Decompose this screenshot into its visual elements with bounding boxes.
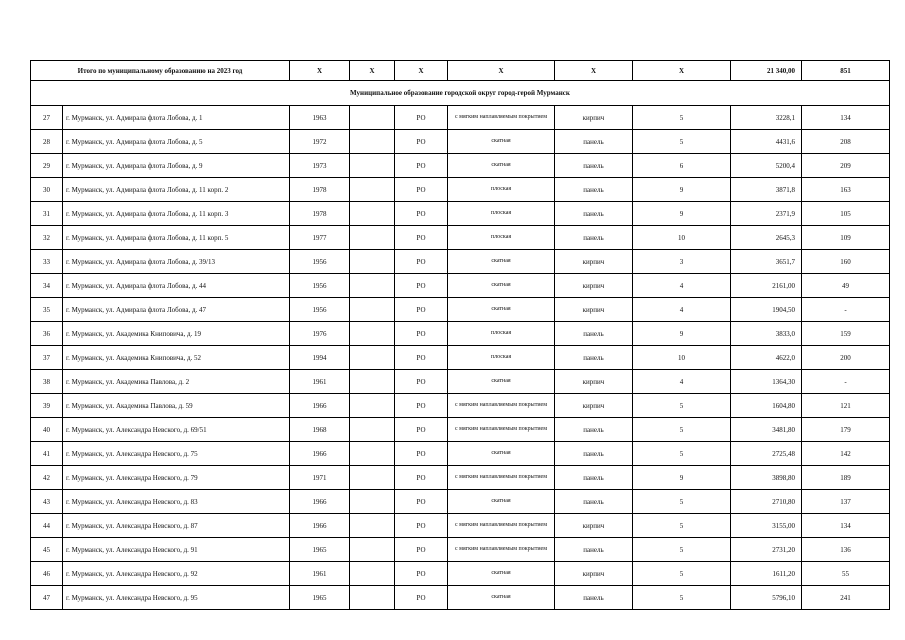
table-row [31, 298, 890, 322]
row-floors: 5 [633, 538, 731, 562]
total-floors: Х [633, 61, 731, 81]
row-floors: 9 [633, 178, 731, 202]
row-roof-type: скатная [448, 298, 555, 322]
row-year: 1956 [290, 250, 350, 274]
row-fund: РО [395, 226, 448, 250]
row-residents: 179 [802, 418, 890, 442]
row-year: 1994 [290, 346, 350, 370]
row-roof-type: плоская [448, 322, 555, 346]
table-row [31, 586, 890, 610]
row-address: г. Мурманск, ул. Александра Невского, д. 75 [63, 442, 290, 466]
row-fund: РО [395, 298, 448, 322]
row-extra [350, 274, 395, 298]
row-area: 3833,0 [731, 322, 802, 346]
table-row [31, 370, 890, 394]
row-residents: 49 [802, 274, 890, 298]
row-floors: 5 [633, 394, 731, 418]
row-extra [350, 538, 395, 562]
row-residents: 163 [802, 178, 890, 202]
row-wall-material: кирпич [555, 106, 633, 130]
row-year: 1971 [290, 466, 350, 490]
row-wall-material: панель [555, 322, 633, 346]
row-floors: 5 [633, 586, 731, 610]
row-wall-material: панель [555, 466, 633, 490]
row-address: г. Мурманск, ул. Александра Невского, д. 92 [63, 562, 290, 586]
row-residents: 136 [802, 538, 890, 562]
row-fund: РО [395, 130, 448, 154]
row-year: 1972 [290, 130, 350, 154]
row-area: 2371,9 [731, 202, 802, 226]
row-address: г. Мурманск, ул. Александра Невского, д. 83 [63, 490, 290, 514]
row-year: 1966 [290, 442, 350, 466]
row-area: 2731,20 [731, 538, 802, 562]
row-residents: 159 [802, 322, 890, 346]
row-residents: 241 [802, 586, 890, 610]
table-row [31, 106, 890, 130]
row-area: 3871,8 [731, 178, 802, 202]
table-row [31, 514, 890, 538]
row-area: 2645,3 [731, 226, 802, 250]
row-year: 1978 [290, 202, 350, 226]
row-floors: 5 [633, 562, 731, 586]
row-extra [350, 394, 395, 418]
row-wall-material: панель [555, 178, 633, 202]
row-address: г. Мурманск, ул. Академика Павлова, д. 59 [63, 394, 290, 418]
row-fund: РО [395, 562, 448, 586]
row-year: 1966 [290, 514, 350, 538]
row-extra [350, 346, 395, 370]
row-floors: 10 [633, 346, 731, 370]
row-residents: - [802, 370, 890, 394]
total-area: 21 340,00 [731, 61, 802, 81]
row-area: 3228,1 [731, 106, 802, 130]
row-residents: 189 [802, 466, 890, 490]
row-address: г. Мурманск, ул. Адмирала флота Лобова, д. 44 [63, 274, 290, 298]
row-extra [350, 514, 395, 538]
row-area: 4622,0 [731, 346, 802, 370]
row-wall-material: кирпич [555, 274, 633, 298]
table-row [31, 226, 890, 250]
row-extra [350, 562, 395, 586]
row-floors: 5 [633, 442, 731, 466]
row-extra [350, 466, 395, 490]
row-area: 1904,50 [731, 298, 802, 322]
row-wall-material: кирпич [555, 514, 633, 538]
row-fund: РО [395, 178, 448, 202]
row-roof-type: с мягким наплавляемым покрытием [448, 514, 555, 538]
row-number: 41 [31, 442, 63, 466]
row-wall-material: панель [555, 130, 633, 154]
row-number: 43 [31, 490, 63, 514]
row-number: 40 [31, 418, 63, 442]
row-number: 45 [31, 538, 63, 562]
row-floors: 3 [633, 250, 731, 274]
row-fund: РО [395, 538, 448, 562]
row-residents: - [802, 298, 890, 322]
row-residents: 134 [802, 106, 890, 130]
row-year: 1966 [290, 394, 350, 418]
section-title: Муниципальное образование городской округ город-герой Мурманск [31, 81, 890, 106]
row-wall-material: панель [555, 538, 633, 562]
row-address: г. Мурманск, ул. Александра Невского, д. 95 [63, 586, 290, 610]
table-row [31, 538, 890, 562]
row-year: 1973 [290, 154, 350, 178]
table-row [31, 154, 890, 178]
row-residents: 109 [802, 226, 890, 250]
row-floors: 5 [633, 490, 731, 514]
row-fund: РО [395, 202, 448, 226]
row-area: 3481,80 [731, 418, 802, 442]
total-label: Итого по муниципальному образованию на 2023 год [31, 61, 290, 81]
row-fund: РО [395, 586, 448, 610]
row-year: 1956 [290, 298, 350, 322]
row-roof-type: с мягким наплавляемым покрытием [448, 106, 555, 130]
row-address: г. Мурманск, ул. Адмирала флота Лобова, д. 39/13 [63, 250, 290, 274]
row-fund: РО [395, 418, 448, 442]
row-wall-material: панель [555, 226, 633, 250]
row-year: 1956 [290, 274, 350, 298]
row-number: 46 [31, 562, 63, 586]
row-area: 3155,00 [731, 514, 802, 538]
row-roof-type: плоская [448, 226, 555, 250]
row-roof-type: плоская [448, 178, 555, 202]
row-extra [350, 178, 395, 202]
row-floors: 9 [633, 322, 731, 346]
row-extra [350, 154, 395, 178]
row-address: г. Мурманск, ул. Александра Невского, д. 91 [63, 538, 290, 562]
row-roof-type: скатная [448, 274, 555, 298]
row-fund: РО [395, 370, 448, 394]
row-floors: 5 [633, 514, 731, 538]
row-wall-material: панель [555, 586, 633, 610]
total-roof: Х [448, 61, 555, 81]
table-row [31, 130, 890, 154]
row-fund: РО [395, 490, 448, 514]
row-number: 29 [31, 154, 63, 178]
row-wall-material: панель [555, 202, 633, 226]
table-row [31, 346, 890, 370]
row-wall-material: панель [555, 490, 633, 514]
row-roof-type: скатная [448, 562, 555, 586]
row-number: 42 [31, 466, 63, 490]
table-row [31, 418, 890, 442]
row-extra [350, 298, 395, 322]
row-fund: РО [395, 322, 448, 346]
row-roof-type: скатная [448, 490, 555, 514]
row-wall-material: кирпич [555, 562, 633, 586]
table-row [31, 250, 890, 274]
row-wall-material: кирпич [555, 394, 633, 418]
row-residents: 137 [802, 490, 890, 514]
row-number: 44 [31, 514, 63, 538]
table-row [31, 442, 890, 466]
row-roof-type: с мягким наплавляемым покрытием [448, 418, 555, 442]
row-area: 4431,6 [731, 130, 802, 154]
row-number: 27 [31, 106, 63, 130]
row-roof-type: скатная [448, 442, 555, 466]
row-year: 1977 [290, 226, 350, 250]
row-extra [350, 322, 395, 346]
row-number: 30 [31, 178, 63, 202]
row-number: 32 [31, 226, 63, 250]
row-residents: 209 [802, 154, 890, 178]
row-roof-type: скатная [448, 250, 555, 274]
row-roof-type: с мягким наплавляемым покрытием [448, 466, 555, 490]
row-extra [350, 490, 395, 514]
row-floors: 4 [633, 298, 731, 322]
row-roof-type: скатная [448, 154, 555, 178]
row-area: 2161,00 [731, 274, 802, 298]
row-residents: 142 [802, 442, 890, 466]
row-residents: 134 [802, 514, 890, 538]
row-area: 3898,80 [731, 466, 802, 490]
row-extra [350, 130, 395, 154]
total-extra: Х [350, 61, 395, 81]
row-address: г. Мурманск, ул. Адмирала флота Лобова, д. 11 корп. 3 [63, 202, 290, 226]
row-roof-type: скатная [448, 586, 555, 610]
row-wall-material: панель [555, 418, 633, 442]
row-fund: РО [395, 274, 448, 298]
row-extra [350, 418, 395, 442]
row-fund: РО [395, 514, 448, 538]
row-floors: 5 [633, 418, 731, 442]
row-fund: РО [395, 466, 448, 490]
row-roof-type: скатная [448, 370, 555, 394]
row-wall-material: кирпич [555, 298, 633, 322]
table-row [31, 322, 890, 346]
row-extra [350, 250, 395, 274]
row-floors: 9 [633, 466, 731, 490]
row-address: г. Мурманск, ул. Академика Павлова, д. 2 [63, 370, 290, 394]
row-address: г. Мурманск, ул. Адмирала флота Лобова, д. 9 [63, 154, 290, 178]
row-address: г. Мурманск, ул. Александра Невского, д. 87 [63, 514, 290, 538]
row-number: 36 [31, 322, 63, 346]
row-extra [350, 106, 395, 130]
row-residents: 121 [802, 394, 890, 418]
row-number: 39 [31, 394, 63, 418]
row-area: 1604,80 [731, 394, 802, 418]
row-number: 33 [31, 250, 63, 274]
row-year: 1978 [290, 178, 350, 202]
row-address: г. Мурманск, ул. Адмирала флота Лобова, д. 47 [63, 298, 290, 322]
row-number: 31 [31, 202, 63, 226]
row-address: г. Мурманск, ул. Академика Книповича, д. 19 [63, 322, 290, 346]
total-wall: Х [555, 61, 633, 81]
total-row [31, 61, 890, 81]
row-wall-material: панель [555, 154, 633, 178]
housing-table [30, 60, 890, 610]
row-floors: 4 [633, 274, 731, 298]
row-address: г. Мурманск, ул. Александра Невского, д. 69/51 [63, 418, 290, 442]
row-fund: РО [395, 394, 448, 418]
row-year: 1963 [290, 106, 350, 130]
table-row [31, 490, 890, 514]
row-wall-material: панель [555, 442, 633, 466]
row-area: 3651,7 [731, 250, 802, 274]
row-roof-type: с мягким наплавляемым покрытием [448, 394, 555, 418]
row-extra [350, 370, 395, 394]
row-residents: 200 [802, 346, 890, 370]
row-roof-type: скатная [448, 130, 555, 154]
row-wall-material: кирпич [555, 370, 633, 394]
table-row [31, 466, 890, 490]
row-number: 47 [31, 586, 63, 610]
row-area: 1364,30 [731, 370, 802, 394]
row-fund: РО [395, 346, 448, 370]
row-area: 5200,4 [731, 154, 802, 178]
row-year: 1966 [290, 490, 350, 514]
row-number: 28 [31, 130, 63, 154]
row-residents: 160 [802, 250, 890, 274]
row-floors: 6 [633, 154, 731, 178]
row-year: 1961 [290, 562, 350, 586]
row-address: г. Мурманск, ул. Адмирала флота Лобова, д. 11 корп. 2 [63, 178, 290, 202]
table-row [31, 394, 890, 418]
row-number: 35 [31, 298, 63, 322]
section-row [31, 81, 890, 106]
row-number: 37 [31, 346, 63, 370]
row-extra [350, 586, 395, 610]
row-wall-material: кирпич [555, 250, 633, 274]
row-fund: РО [395, 154, 448, 178]
row-residents: 55 [802, 562, 890, 586]
row-floors: 5 [633, 106, 731, 130]
table-row [31, 274, 890, 298]
row-fund: РО [395, 442, 448, 466]
row-number: 34 [31, 274, 63, 298]
row-address: г. Мурманск, ул. Адмирала флота Лобова, д. 1 [63, 106, 290, 130]
row-extra [350, 226, 395, 250]
row-wall-material: панель [555, 346, 633, 370]
row-year: 1968 [290, 418, 350, 442]
row-area: 2710,80 [731, 490, 802, 514]
row-floors: 5 [633, 130, 731, 154]
total-fund: Х [395, 61, 448, 81]
row-address: г. Мурманск, ул. Адмирала флота Лобова, д. 11 корп. 5 [63, 226, 290, 250]
total-residents: 851 [802, 61, 890, 81]
row-residents: 105 [802, 202, 890, 226]
row-fund: РО [395, 106, 448, 130]
row-floors: 9 [633, 202, 731, 226]
row-floors: 4 [633, 370, 731, 394]
row-area: 1611,20 [731, 562, 802, 586]
row-roof-type: плоская [448, 346, 555, 370]
row-number: 38 [31, 370, 63, 394]
total-year: Х [290, 61, 350, 81]
row-extra [350, 202, 395, 226]
table-row [31, 178, 890, 202]
row-area: 2725,48 [731, 442, 802, 466]
row-address: г. Мурманск, ул. Адмирала флота Лобова, д. 5 [63, 130, 290, 154]
table-row [31, 562, 890, 586]
row-year: 1961 [290, 370, 350, 394]
row-roof-type: с мягким наплавляемым покрытием [448, 538, 555, 562]
row-address: г. Мурманск, ул. Академика Книповича, д. 52 [63, 346, 290, 370]
row-address: г. Мурманск, ул. Александра Невского, д. 79 [63, 466, 290, 490]
row-roof-type: плоская [448, 202, 555, 226]
row-year: 1965 [290, 538, 350, 562]
row-floors: 10 [633, 226, 731, 250]
table-row [31, 202, 890, 226]
row-extra [350, 442, 395, 466]
row-year: 1976 [290, 322, 350, 346]
row-year: 1965 [290, 586, 350, 610]
row-fund: РО [395, 250, 448, 274]
row-residents: 208 [802, 130, 890, 154]
row-area: 5796,10 [731, 586, 802, 610]
